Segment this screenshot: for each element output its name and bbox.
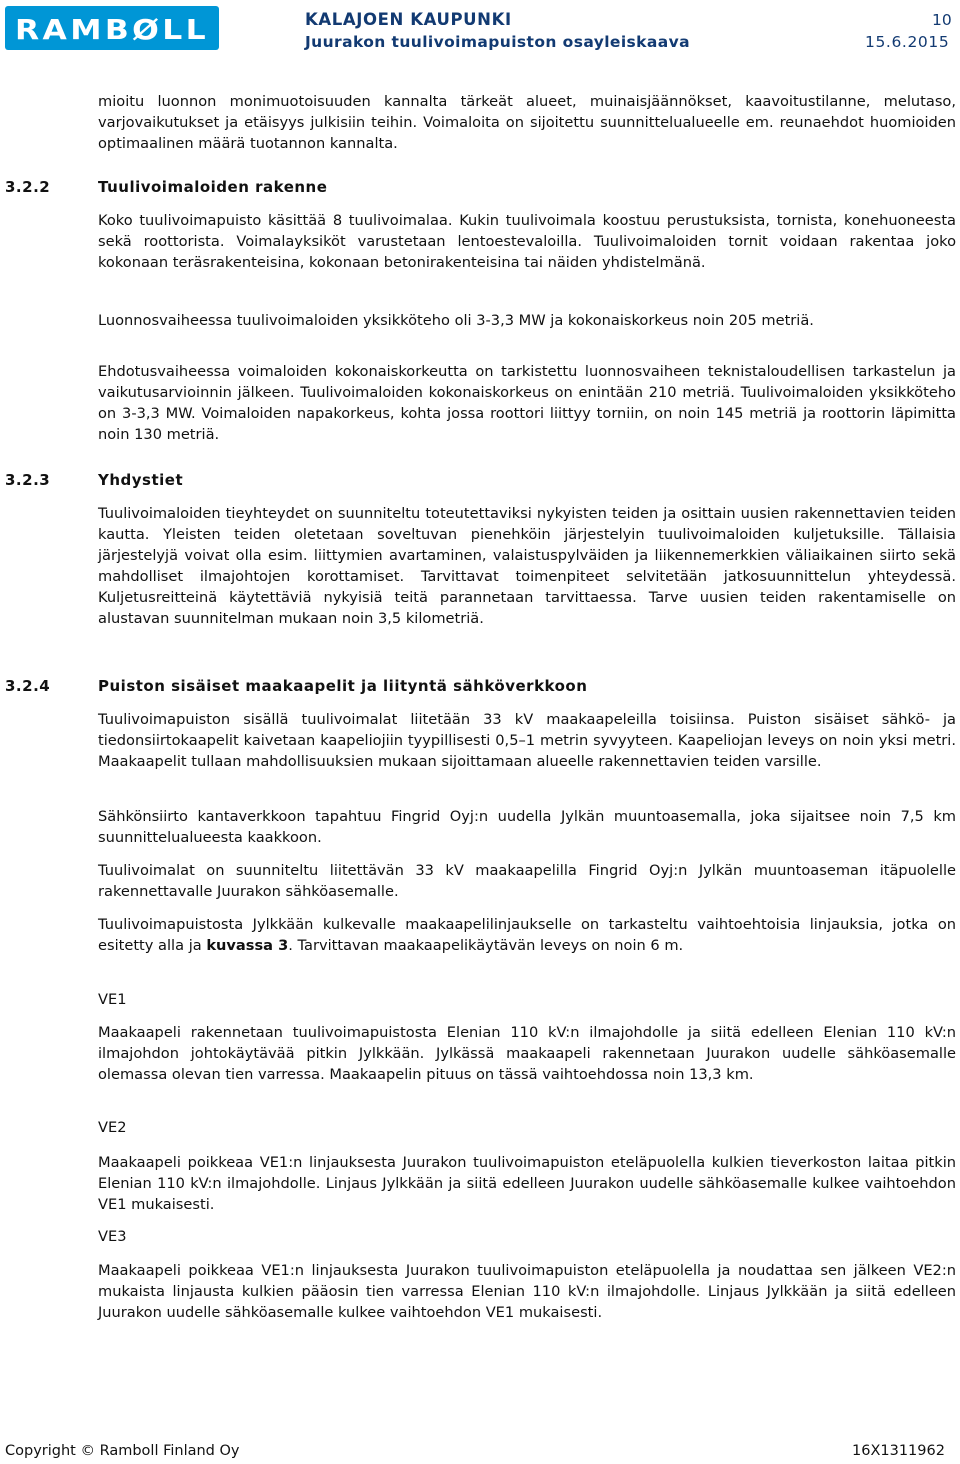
paragraph: Sähkönsiirto kantaverkkoon tapahtuu Fingrid Oyj:n uudella Jylkän muuntoasemalla, joka sijaitsee noin 7,5 km suunnittelualueesta kaakkoon. [98,808,956,846]
footer-copyright: Copyright © Ramboll Finland Oy [5,1443,240,1459]
section-title: Yhdystiet [98,471,184,489]
intro-paragraph: mioitu luonnon monimuotoisuuden kannalta tärkeät alueet, muinaisjäännökset, kaavoitustilanne, melutaso, varjovaikutukset ja etäisyys julkisiin teihin. Voimaloita on sijoitettu suunnittelualueelle em. reunaehdot huomioiden optimaalinen määrä tuotannon kannalta. [98,93,956,152]
section-title: Puiston sisäiset maakaapelit ja liityntä sähköverkkoon [98,677,588,695]
figure-reference: kuvassa 3 [206,937,289,954]
paragraph: Luonnosvaiheessa tuulivoimaloiden yksikköteho oli 3-3,3 MW ja kokonaiskorkeus noin 205 metriä. [98,312,814,329]
route-intro-text-end: . Tarvittavan maakaapelikäytävän leveys on noin 6 m. [288,937,684,954]
section-number: 3.2.2 [5,178,51,196]
paragraph: Tuulivoimaloiden tieyhteydet on suunniteltu toteutettaviksi nykyisten teiden ja osittain uusien rakennettavien teiden kautta. Yleisten teiden oletetaan soveltuvan pienehköin järjestelyin tuulivoimaloiden kuljetuksille. Tällaisia järjestelyjä voivat olla esim. liittymien avartaminen, valaistuspylväiden ja liikennemerkkien väliaikainen siirto sekä mahdolliset ilmajohtojen korottamiset. Tarvittavat toimenpiteet selvitetään jatkosuunnittelun yhteydessä. Kuljetusreitteinä käytettäviä nykyisiä teitä parannetaan tarvittaessa. Tarve uusien teiden rakentamiselle on alustavan suunnitelman mukaan noin 3,5 kilometriä. [98,505,956,627]
footer-document-id: 16X1311962 [852,1443,945,1459]
page-header [0,0,960,60]
document-owner: KALAJOEN KAUPUNKI [305,10,512,29]
alternative-text-ve2: Maakaapeli poikkeaa VE1:n linjauksesta Juurakon tuulivoimapuiston eteläpuolella kulkien tieverkoston laitaa pitkin Elenian 110 kV:n ilmajohdolle. Linjaus Jylkkään ja siitä edelleen Juurakon uudelle sähköasemalle kulkee vaihtoehdon VE1 mukaisesti. [98,1154,956,1213]
section-number: 3.2.4 [5,677,51,695]
section-heading-3-2-2 [5,178,327,196]
alternative-text-ve1: Maakaapeli rakennetaan tuulivoimapuistosta Elenian 110 kV:n ilmajohdolle ja siitä edelleen Elenian 110 kV:n ilmajohdon johtokäytävää pitkin Jylkkään. Jylkässä maakaapeli rakennetaan Juurakon uudelle sähköasemalle olemassa olevan tien varressa. Maakaapelin pituus on tässä vaihtoehdossa noin 13,3 km. [98,1024,956,1083]
route-intro-text: Tuulivoimapuistosta Jylkkään kulkevalle maakaapelilinjaukselle on tarkasteltu vaihtoehtoisia linjauksia, jotka on esitetty alla ja [98,916,956,954]
paragraph: Ehdotusvaiheessa voimaloiden kokonaiskorkeutta on tarkistettu luonnosvaiheen teknistaloudellisen tarkastelun ja vaikutusarvioinnin jälkeen. Tuulivoimaloiden kokonaiskorkeus on enintään 210 metriä. Tuulivoimaloiden yksikköteho on 3-3,3 MW. Voimaloiden napakorkeus, kohta jossa roottori liittyy torniin, on noin 145 metriä ja roottorin läpimitta noin 130 metriä. [98,363,956,443]
page-number: 10 [932,11,952,29]
paragraph: Tuulivoimalat on suunniteltu liitettävän 33 kV maakaapelilla Fingrid Oyj:n Jylkän muuntoaseman itäpuolelle rakennettavalle Juurakon sähköasemalle. [98,862,956,900]
document-date: 15.6.2015 [865,33,950,51]
section-title: Tuulivoimaloiden rakenne [98,178,328,196]
ramboll-logo [5,6,219,50]
paragraph: Tuulivoimapuiston sisällä tuulivoimalat liitetään 33 kV maakaapeleilla toisiinsa. Puiston sisäiset sähkö- ja tiedonsiirtokaapelit kaivetaan kaapeliojiin tyypillisesti 0,5–1 metrin syvyyteen. Kaapeliojan leveys on noin yksi metri. Maakaapelit tullaan mahdollisuuksien mukaan sijoittamaan alueelle rakennettavien teiden varsille. [98,711,956,770]
section-number: 3.2.3 [5,471,51,489]
alternative-label-ve2: VE2 [98,1119,127,1136]
section-heading-3-2-3 [5,471,183,489]
document-title: Juurakon tuulivoimapuiston osayleiskaava [305,33,690,51]
section-heading-3-2-4 [5,677,587,695]
alternative-label-ve3: VE3 [98,1228,127,1245]
logo-text: RAMBØLL [15,13,209,46]
alternative-text-ve3: Maakaapeli poikkeaa VE1:n linjauksesta Juurakon tuulivoimapuiston eteläpuolella ja noudattaa sen jälkeen VE2:n mukaista linjausta kulkien pääosin tien varressa Elenian 110 kV:n ilmajohdolle. Linjaus Jylkkään ja siitä edelleen Juurakon uudelle sähköasemalle kulkee vaihtoehdon VE1 mukaisesti. [98,1262,956,1321]
route-intro-paragraph [98,914,956,956]
alternative-label-ve1: VE1 [98,991,127,1008]
paragraph: Koko tuulivoimapuisto käsittää 8 tuulivoimalaa. Kukin tuulivoimala koostuu perustuksista, tornista, konehuoneesta sekä roottorista. Voimalayksiköt varustetaan lentoestevaloilla. Tuulivoimaloiden tornit voidaan rakentaa joko kokonaan teräsrakenteisina, kokonaan betonirakenteisina tai näiden yhdistelmänä. [98,212,956,271]
